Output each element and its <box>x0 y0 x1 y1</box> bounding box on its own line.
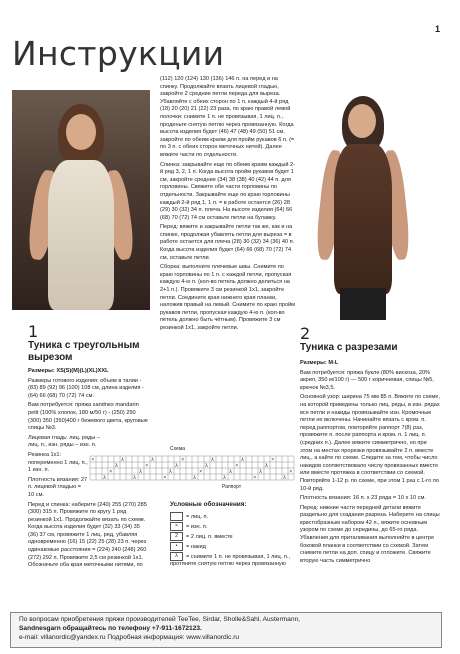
footer-line-1: По вопросам приобретения пряжи производителей TeeTee, Sirdar, Sholle&Sahl, Austermann, <box>19 616 300 623</box>
chart-cell-mark: × <box>181 457 185 463</box>
footer-line-3: e-mail: villanordic@yandex.ru Подробная информация: www.villanordic.ru <box>19 634 240 641</box>
model-2-text <box>300 360 440 567</box>
chart-cell-mark: × <box>91 457 95 463</box>
chart-cell-mark: λ <box>265 463 268 469</box>
chart-title: Схема <box>170 446 186 452</box>
chart-cell-mark: × <box>109 469 113 475</box>
chart-cell-mark: λ <box>115 463 118 469</box>
finished-1: Размеры готового изделия: объем в талии - (83) 89 (92) 96 (100) 108 см, длина изделия - (64) 66 (68) 70 (72) 74 см. <box>28 377 144 399</box>
front-back-1: Перед и спинка: наберите (240) 255 (270) 285 (300) 315 п. Провяжите по кругу 1 ряд резинкой 1х1. Продолжайте вязать по схеме. Когда высота изделия будет (32) 33 (34) 35 (36) 37 см, провяжите 1 лиц. ряд, убавляя одновременно (16) 15 (22) 25 (28) 23 п. через одинаковые расстояния = (224) 240 (248) 260 (272) 292 п. Провяжите 2,5 см резинкой 1х1. Обозначьте оба края меточными нитями, по <box>28 501 147 569</box>
legend-text: = накид <box>186 543 206 550</box>
chart-cell-mark: × <box>199 469 203 475</box>
chart-cell-mark: λ <box>121 457 124 463</box>
middle-para-1: (112) 120 (124) 130 (136) 146 п. на перед и на спинку. Продолжайте вязать лицевой гладью, закройте 2 средние петли переда для выреза. Убавляйте с обеих сторон по 1 п. каждый 4-й ряд (18) 20 (20) 21 (22) 23 раза, по краю правой левой полочки: снимите 1 п. не провязывая, 1 лиц. п., проденьте снятую петлю через провязанную. Когда высота изделия будет (46) 47 (48) 49 (50) 51 см, закройте по обеим краям для пройм рукавов 6 п. (= по 3 п. с обеих сторон меточных нитей). Далее вяжите части по отдельности. <box>160 76 295 158</box>
legend-item <box>170 552 300 568</box>
footer-box <box>10 612 442 648</box>
chart-cell-mark: λ <box>103 475 106 481</box>
chart-cell-mark: λ <box>175 463 178 469</box>
sizes-1: Размеры: XS(S)(M)(L)(XL)XXL <box>28 368 109 374</box>
materials-2: Вам потребуется: пряжа букле (80% вискоза, 20% акрил, 350 м/100 г) — 500 г коричневая, спицы №5, крючок №3,5. <box>300 369 434 391</box>
chart-cell-mark: λ <box>223 475 226 481</box>
model-photo-2 <box>306 88 416 320</box>
chart-rapport: Раппорт <box>222 484 242 490</box>
legend-item <box>170 522 300 532</box>
chart-cell-mark: λ <box>169 469 172 475</box>
front-2: Перед: нижние части передней детали вяжите раздельно для создания разреза. Наберите на спицы кристобразным набором 42 п., вяжите основным узором по схеме до середины, до 65-го ряда. Убавления для приталивания выполняйте в центре боковой планки в соответствии со схемой. Затем снимите петли на доп. спицу и отложите. Свяжите вторую часть симметрично <box>300 504 440 564</box>
chart-cell-mark: × <box>235 463 239 469</box>
legend-text: = изн. п. <box>186 523 208 530</box>
rib-stitch: Резинка 1х1: попеременно 1 лиц. п., 1 изн. п. <box>28 451 88 474</box>
legend-text: = лиц. п. <box>186 513 209 520</box>
face-stitch: Лицевая гладь: лиц. ряды – лиц. п., изн. ряды – изн. п. <box>28 434 100 449</box>
legend-item <box>170 512 300 522</box>
density-2: Плотность вязания: 16 п. x 23 ряда = 10 x 10 см. <box>300 495 426 502</box>
page-title: Инструкции <box>12 34 225 73</box>
chart-cell-mark: λ <box>259 469 262 475</box>
model-number-2: 2 <box>300 324 311 343</box>
legend-knit-icon <box>170 512 183 521</box>
middle-text <box>160 76 296 335</box>
chart-cell-mark: λ <box>283 475 286 481</box>
legend-item <box>170 532 300 542</box>
chart-cell-mark: λ <box>193 475 196 481</box>
sizes-2: Размеры: M-L <box>300 360 339 366</box>
materials-1: Вам потребуется: пряжа sandnes mandarin petit (100% хлопок, 180 м/50 г) - (250) 250 (300) 350 (350)400 г бежевого цвета, круговые спицы №3. <box>28 402 148 432</box>
chart-cell-mark: λ <box>241 457 244 463</box>
knitting-chart <box>88 452 296 482</box>
model-photo-1 <box>12 90 150 310</box>
legend-k2tog-icon: 2 <box>170 532 183 541</box>
chart-cell-mark: × <box>163 475 167 481</box>
footer-line-2: Sandnesgarn обращайтесь по телефону +7-911-1672123. <box>19 625 202 632</box>
middle-para-2: Спинка: закрывайте еще по обеим краям каждый 2-й ряд 3, 2, 1 п. Когда высота пройм рукавов будет 1 см, закройте средние (34) 38 (38) 40 (42) 44 п. для горловины. Свяжите обе части горловины по отдельности. Закрывайте еще по краю горловины каждый 2-й ряд 1, 1 п. = в работе остается (26) 28 (29) 30 (32) 34 п. плеча. На высоте изделия (64) 66 (68) 70 (72) 74 см оставьте петли на булавку. <box>160 161 295 221</box>
chart-cell-mark: × <box>271 457 275 463</box>
legend-text: = 2 лиц. п. вместе <box>186 533 233 540</box>
legend-title: Условные обозначения: <box>170 501 247 508</box>
chart-cell-mark: λ <box>133 475 136 481</box>
model-number-1: 1 <box>28 322 39 341</box>
legend-text: = снимите 1 п. не провязывая, 1 лиц. п., протяните снятую петлю через провязанную <box>170 553 290 567</box>
legend <box>170 500 300 568</box>
legend-yarnover-icon: • <box>170 542 183 551</box>
chart-cell-mark: × <box>289 469 293 475</box>
skirt <box>340 288 386 320</box>
chart-cell-mark: λ <box>205 463 208 469</box>
density-1: Плотность вязания: 27 п. лицевой гладью = 10 см. <box>28 476 88 498</box>
chart-cell-mark: × <box>253 475 257 481</box>
chart-cell-mark: λ <box>211 457 214 463</box>
chart-cell-mark: × <box>145 463 149 469</box>
model-title-1: Туника с треугольным вырезом <box>28 340 140 363</box>
chart-cell-mark: λ <box>151 457 154 463</box>
middle-para-3: Перед: вяжите и закрывайте петли так же, как и на спинке, продолжая убавлять петли для выреза = в работе остается для плеча (28) 30 (32) 34 (36) 40 п. Когда высота изделия будет (64) 66 (68) 70 (72) 74 см, оставьте петли. <box>160 224 295 261</box>
legend-item <box>170 542 300 552</box>
model-title-2: Туника с разрезами <box>300 342 398 353</box>
pattern-2: Основной узор: ширина 75 мм 85 п. Вяжите по схеме, на которой приведены только лиц. ряды, в изн. рядах все петли и накиды провязывайте изн. Кромочные петли не включены. Начинайте вязать с кром. п. перед раппортом, повторяйте раппорт 7(8) раз, провяжите п. после раппорта и кром. п. 1 лиц. п. (средних п.). Далее вяжите симметрично, но при этом на местах прорезки провязывайте 2 п. вместе лиц., а кайте по схеме. Следите за тем, чтобы число накидов соответствовало числу провязанных вместе или вместе протяжка в соответствии со схемой. Повторяйте 1-12 р. по схеме, при этом 1 раз с 1-го по 10-й ряд. <box>300 394 440 492</box>
middle-para-4: Сборка: выполните плечевые швы. Снимите по краю горловины по 1 п. с каждой петли, пропуская каждую 4-ю п. (кол-во петель должно делиться на 2+1 п.). Провяжите 3 см резинкой 1х1, закройте петли. Соедините края нижнего края планки, наложив правый на левый. Снимите по краю пройм рукавов петли, пропуская каждую 4-ю п. (кол-во петель должно быть чётным). Провяжите 3 см резинкой 1х1, закройте петли. <box>160 264 295 331</box>
legend-skp-icon: λ <box>170 552 183 561</box>
page-number: 1 <box>434 24 440 34</box>
legend-purl-icon: × <box>170 522 183 531</box>
chart-cell-mark: λ <box>229 469 232 475</box>
chart-cell-mark: λ <box>139 469 142 475</box>
